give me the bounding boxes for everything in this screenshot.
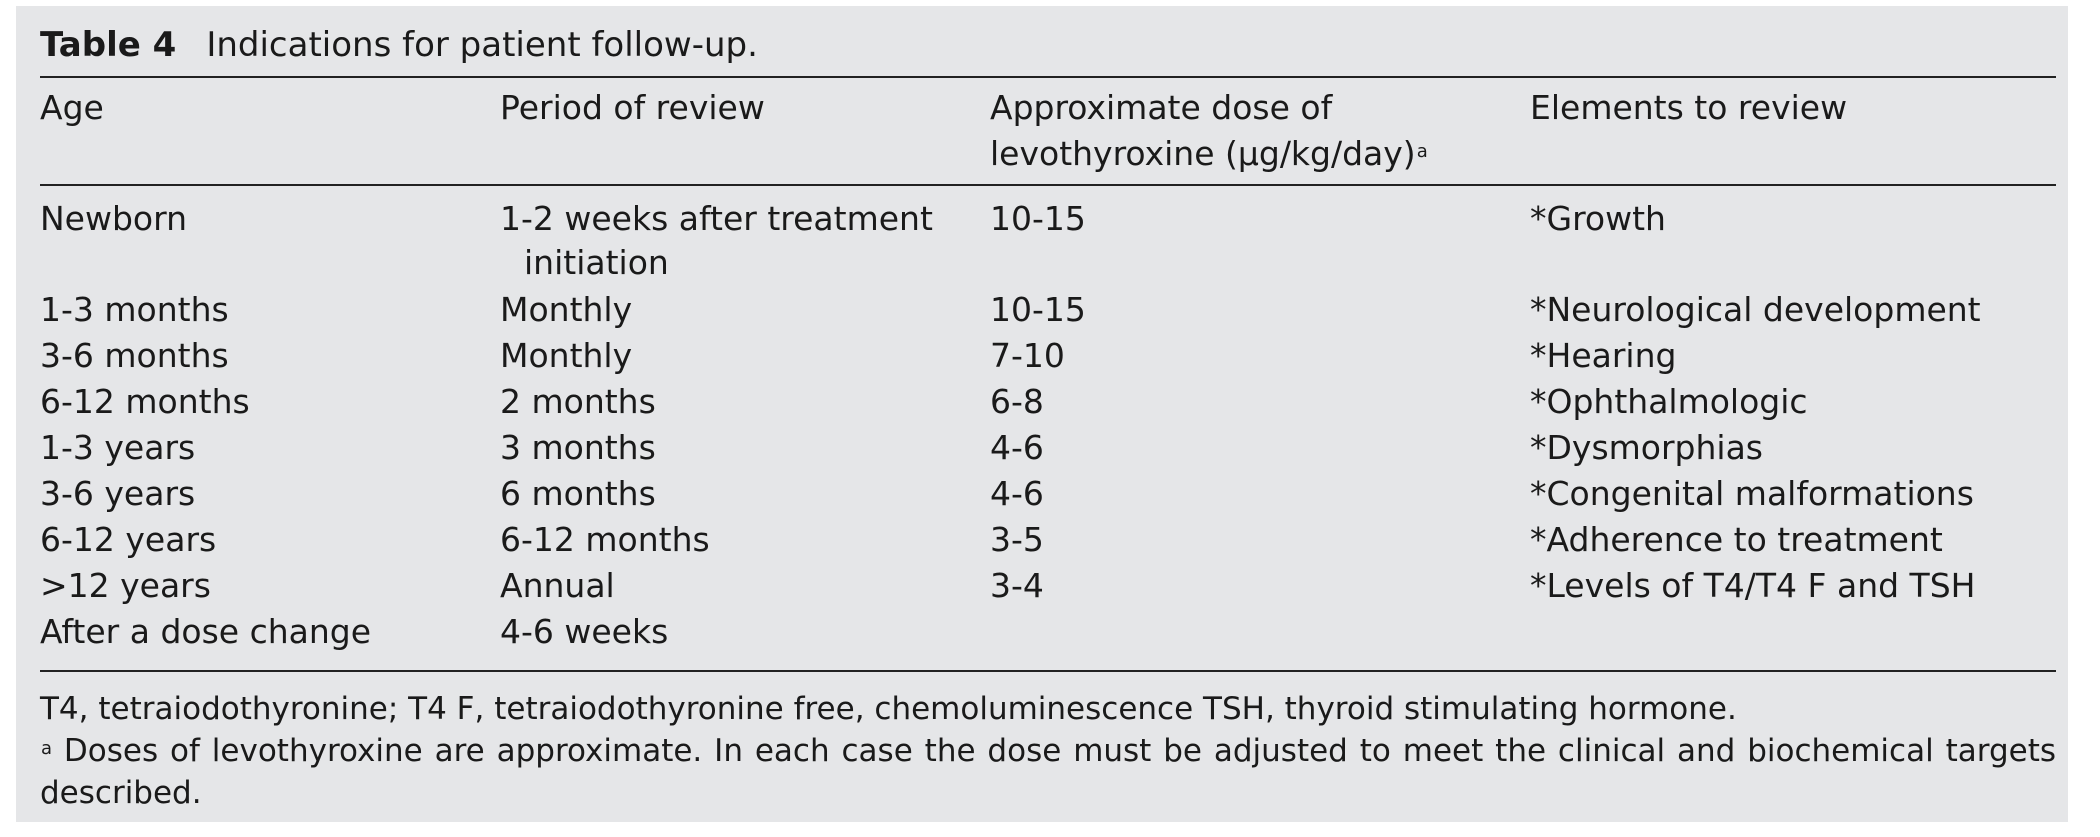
cell-age: 6-12 months [40,382,250,421]
table-title: Indications for patient follow-up. [206,25,758,65]
cell-age: 3-6 months [40,336,229,375]
cell-dose: 10-15 [990,199,1086,238]
cell-period: 1-2 weeks after treatment [500,199,933,238]
cell-element: *Congenital malformations [1530,474,1974,513]
header-footnote-marker: a [1416,141,1428,162]
cell-age: Newborn [40,199,188,238]
cell-dose: 3-5 [990,520,1044,559]
cell-dose: 3-4 [990,566,1044,605]
cell-dose: 4-6 [990,428,1044,467]
cell-element: *Hearing [1530,336,1677,375]
cell-age: 3-6 years [40,474,196,513]
header-elements: Elements to review [1530,88,1848,127]
header-rule [40,184,2056,186]
header-dose-text: levothyroxine (μg/kg/day) [990,134,1416,173]
table-panel [16,6,2068,822]
cell-element: *Dysmorphias [1530,428,1763,467]
footnote-abbreviations: T4, tetraiodothyronine; T4 F, tetraiodothyronine free, chemoluminescence TSH, thyroid stimulating hormone. [40,691,1737,727]
cell-period: Annual [500,566,615,605]
footnote-dose-text: Doses of levothyroxine are approximate. In each case the dose must be adjusted to meet the clinical and biochemical targets described. [40,733,2056,811]
cell-dose: 6-8 [990,382,1044,421]
cell-age: 1-3 years [40,428,196,467]
cell-period: 6-12 months [500,520,710,559]
cell-period: Monthly [500,336,633,375]
header-period: Period of review [500,88,765,127]
footnote-marker: a [41,738,53,759]
cell-dose: 4-6 [990,474,1044,513]
cell-period: Monthly [500,290,633,329]
top-rule [40,76,2056,78]
header-age: Age [40,88,104,127]
cell-age: >12 years [40,566,211,605]
cell-dose: 7-10 [990,336,1065,375]
bottom-rule [40,670,2056,672]
table-number: Table 4 [40,25,177,65]
cell-element: *Neurological development [1530,290,1981,329]
cell-element: *Adherence to treatment [1530,520,1943,559]
cell-age: After a dose change [40,612,372,651]
cell-age: 1-3 months [40,290,229,329]
cell-period: 3 months [500,428,656,467]
cell-period: 4-6 weeks [500,612,669,651]
cell-period: 2 months [500,382,656,421]
cell-age: 6-12 years [40,520,217,559]
footnote-dose-note [40,730,2056,814]
header-dose-line2 [990,132,1428,176]
table-caption [40,24,758,66]
cell-period: 6 months [500,474,656,513]
cell-element: *Levels of T4/T4 F and TSH [1530,566,1976,605]
cell-dose: 10-15 [990,290,1086,329]
header-dose-line1: Approximate dose of [990,88,1333,127]
cell-element: *Growth [1530,199,1666,238]
cell-element: *Ophthalmologic [1530,382,1808,421]
cell-period-continued: initiation [524,243,669,282]
